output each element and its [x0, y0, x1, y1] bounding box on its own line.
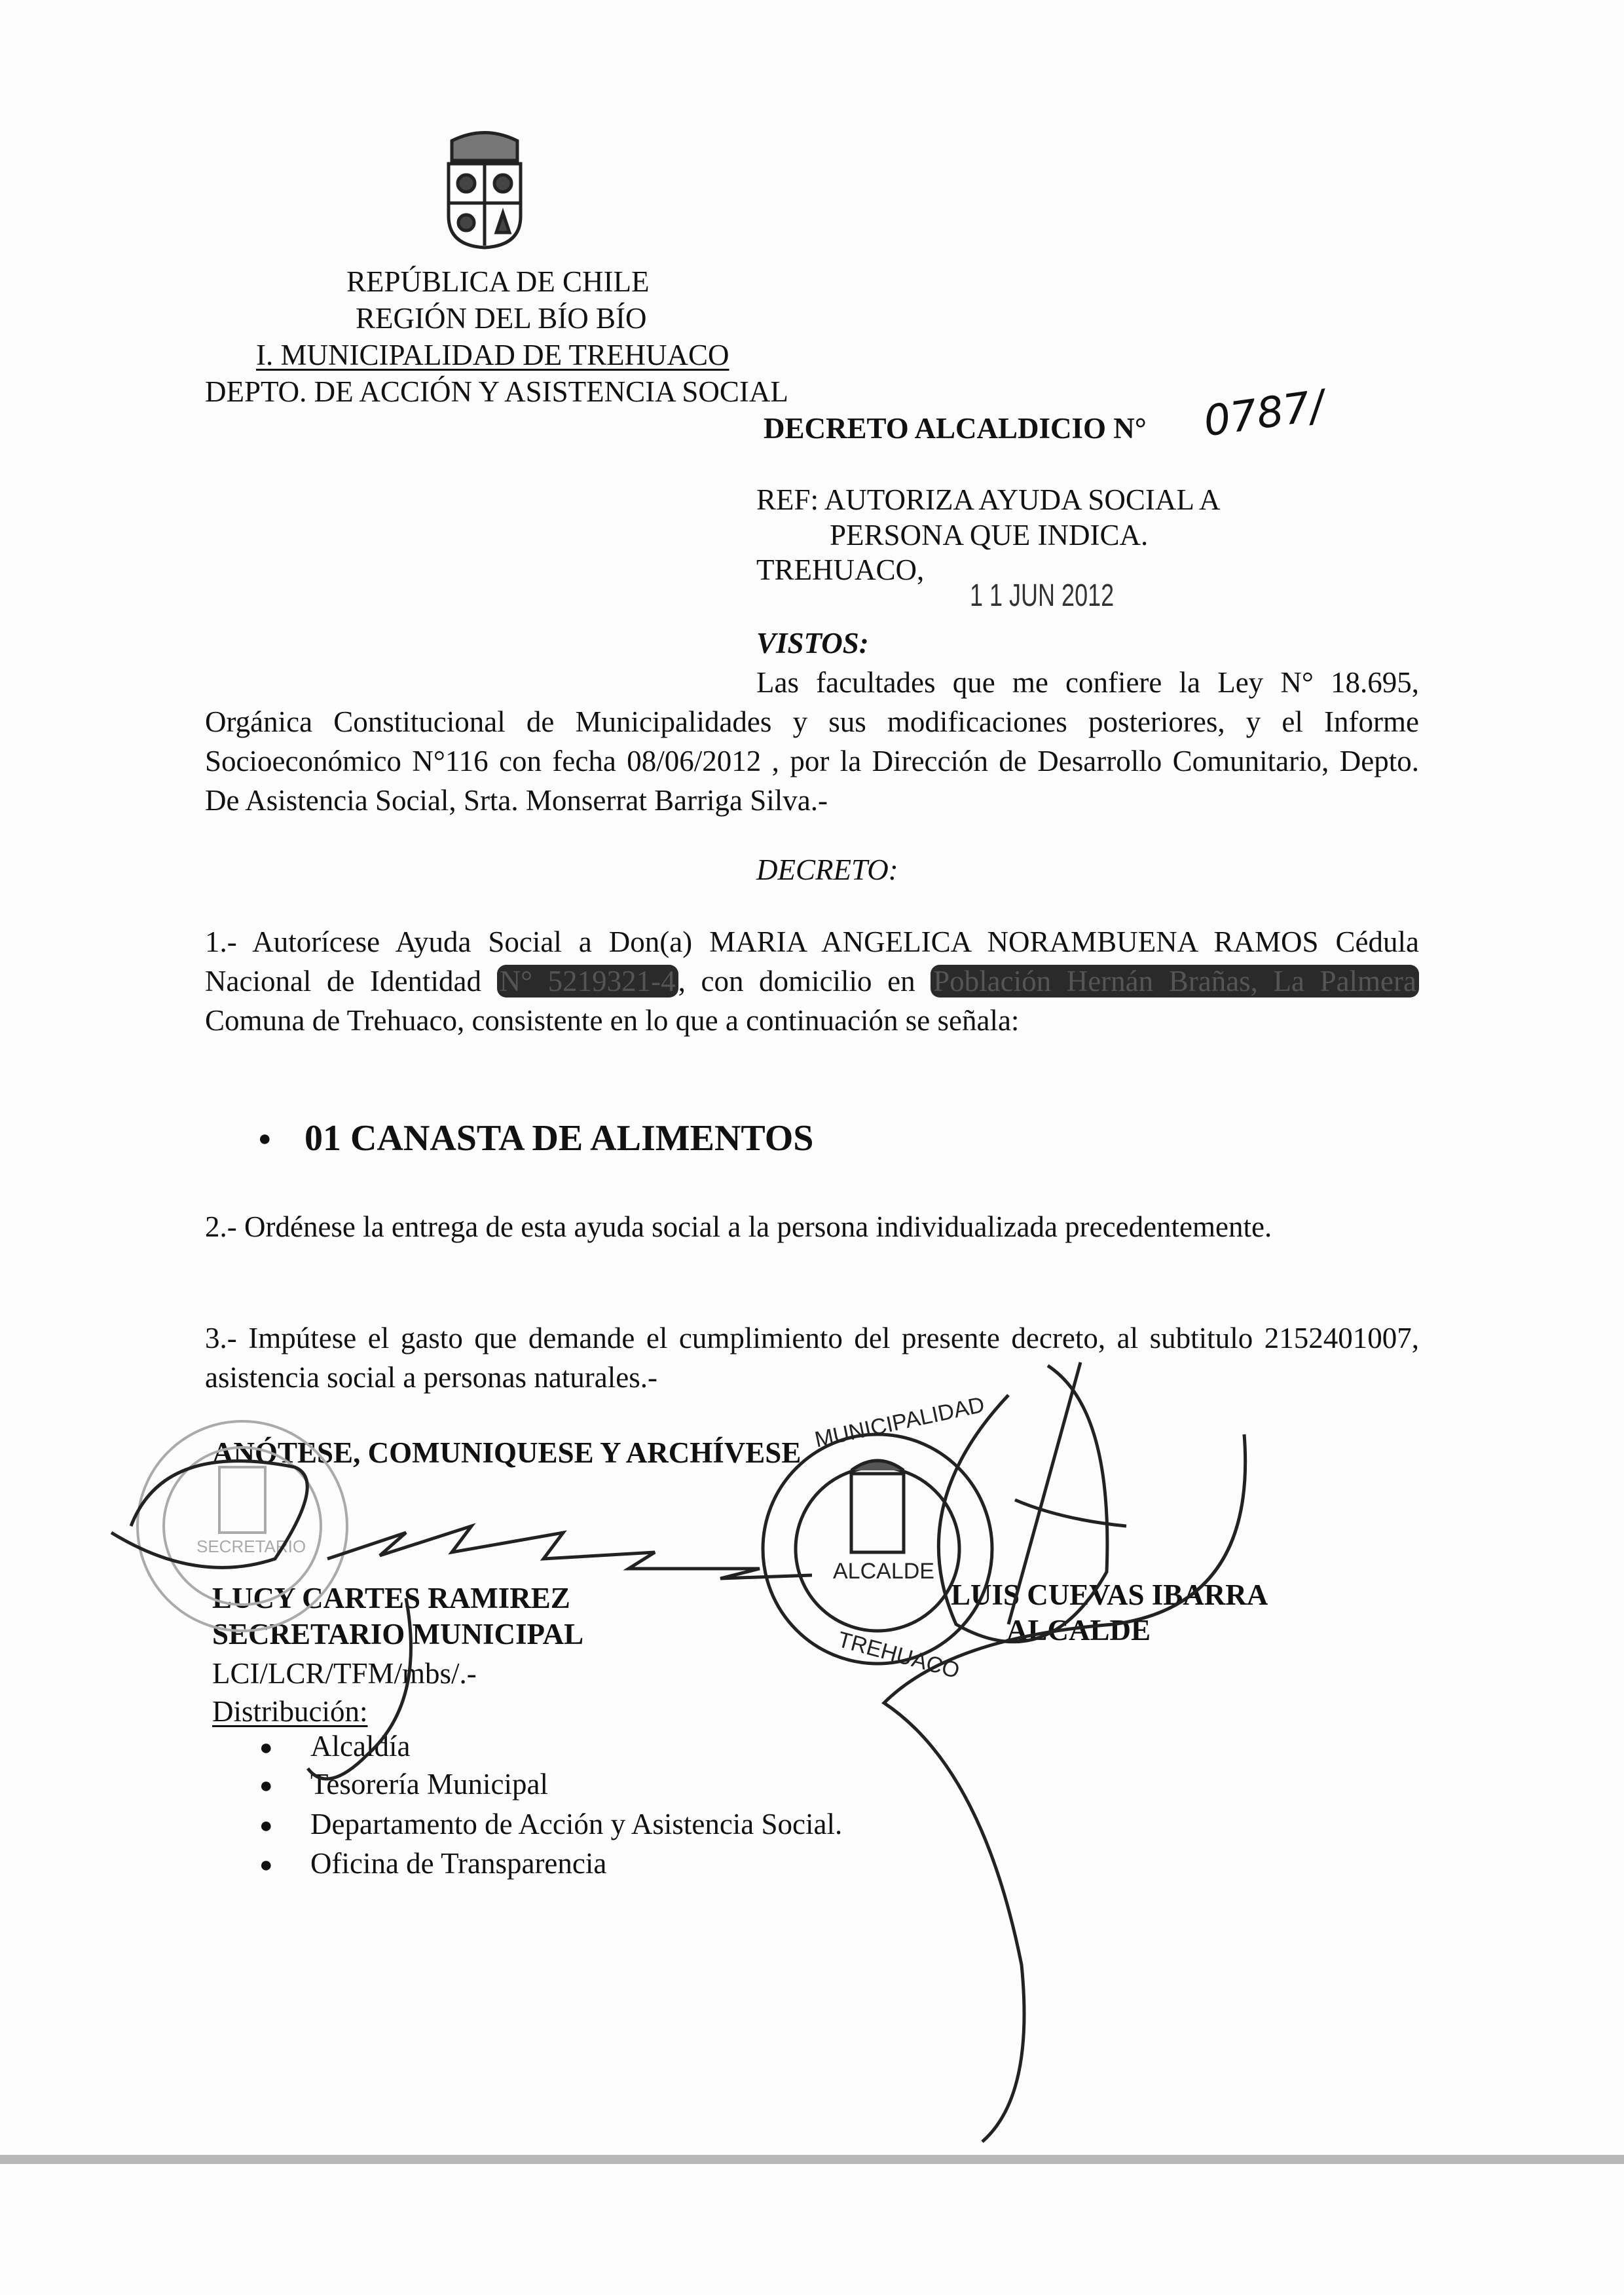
- header-republic: REPÚBLICA DE CHILE: [346, 265, 650, 298]
- item1-text-c: Comuna de Trehuaco, consistente en lo que a continuación se señala:: [205, 1004, 1020, 1037]
- decreto-heading: DECRETO:: [756, 853, 898, 886]
- ref-line-1: REF: AUTORIZA AYUDA SOCIAL A: [756, 483, 1221, 516]
- secretary-title: SECRETARIO MUNICIPAL: [212, 1618, 584, 1651]
- secretary-name: LUCY CARTES RAMIREZ: [212, 1582, 570, 1614]
- svg-text:TREHUACO: TREHUACO: [835, 1627, 963, 1684]
- bullet-icon: ●: [258, 1127, 272, 1151]
- decreto-item-1: [205, 922, 1419, 1040]
- item1-text: 1.- Autorícese Ayuda Social a Don(a) MARIA ANGELICA NORAMBUENA RAMOS Cédula Nacional de Identidad: [205, 925, 1419, 998]
- date-stamp: 1 1 JUN 2012: [970, 578, 1115, 613]
- decreto-item-2: 2.- Ordénese la entrega de esta ayuda social a la persona individualizada precedentemente.: [205, 1210, 1272, 1243]
- place: TREHUACO,: [756, 553, 925, 586]
- ref-line-2: PERSONA QUE INDICA.: [830, 519, 1149, 551]
- mayor-signature: [884, 1362, 1246, 2142]
- bullet-icon: ●: [259, 1853, 273, 1877]
- decree-number-handwritten: 0787/: [1200, 381, 1327, 447]
- closing-formula: ANÓTESE, COMUNIQUESE Y ARCHÍVESE: [212, 1436, 802, 1469]
- distribution-item: Departamento de Acción y Asistencia Social.: [310, 1808, 843, 1840]
- bullet-icon: ●: [259, 1736, 273, 1760]
- item1-text-b: , con domicilio en: [678, 965, 931, 998]
- vistos-heading: VISTOS:: [756, 627, 869, 660]
- header-municipality: I. MUNICIPALIDAD DE TREHUACO: [256, 339, 729, 371]
- distribution-item: Oficina de Transparencia: [310, 1847, 607, 1880]
- decreto-item-3: 3.- Impútese el gasto que demande el cumplimiento del presente decreto, al subtitulo 2152401007, asistencia social a personas naturales.-: [205, 1322, 1419, 1394]
- benefit-item: 01 CANASTA DE ALIMENTOS: [304, 1118, 814, 1159]
- svg-text:SECRETARIO: SECRETARIO: [196, 1537, 306, 1556]
- svg-text:ALCALDE: ALCALDE: [833, 1559, 934, 1584]
- decree-title: DECRETO ALCALDICIO N°: [764, 412, 1147, 445]
- scan-edge-bar: [0, 2155, 1624, 2164]
- distribution-item: Alcaldía: [310, 1730, 411, 1763]
- mayor-name: LUIS CUEVAS IBARRA: [951, 1578, 1268, 1611]
- bullet-icon: ●: [259, 1814, 273, 1838]
- redacted-address: Población Hernán Brañas, La Palmera: [931, 965, 1419, 998]
- distribution-heading: Distribución:: [212, 1695, 368, 1728]
- vistos-paragraph: Las facultades que me confiere la Ley N° 18.695, Orgánica Constitucional de Municipalidades y sus modificaciones posteriores, y el Informe Socioeconómico N°116 con fecha 08/06/2012 , por la Dirección de Desarrollo Comunitario, Depto. De Asistencia Social, Srta. Monserrat Barriga Silva.-: [205, 666, 1419, 817]
- bullet-icon: ●: [259, 1774, 273, 1798]
- svg-text:MUNICIPALIDAD: MUNICIPALIDAD: [812, 1392, 987, 1453]
- header-region: REGIÓN DEL BÍO BÍO: [356, 302, 647, 335]
- distribution-item: Tesorería Municipal: [310, 1768, 548, 1801]
- redacted-id: N° 5219321-4: [497, 965, 678, 998]
- header-department: DEPTO. DE ACCIÓN Y ASISTENCIA SOCIAL: [205, 375, 788, 408]
- mayor-title: ALCALDE: [1006, 1614, 1151, 1647]
- initials: LCI/LCR/TFM/mbs/.-: [212, 1657, 477, 1690]
